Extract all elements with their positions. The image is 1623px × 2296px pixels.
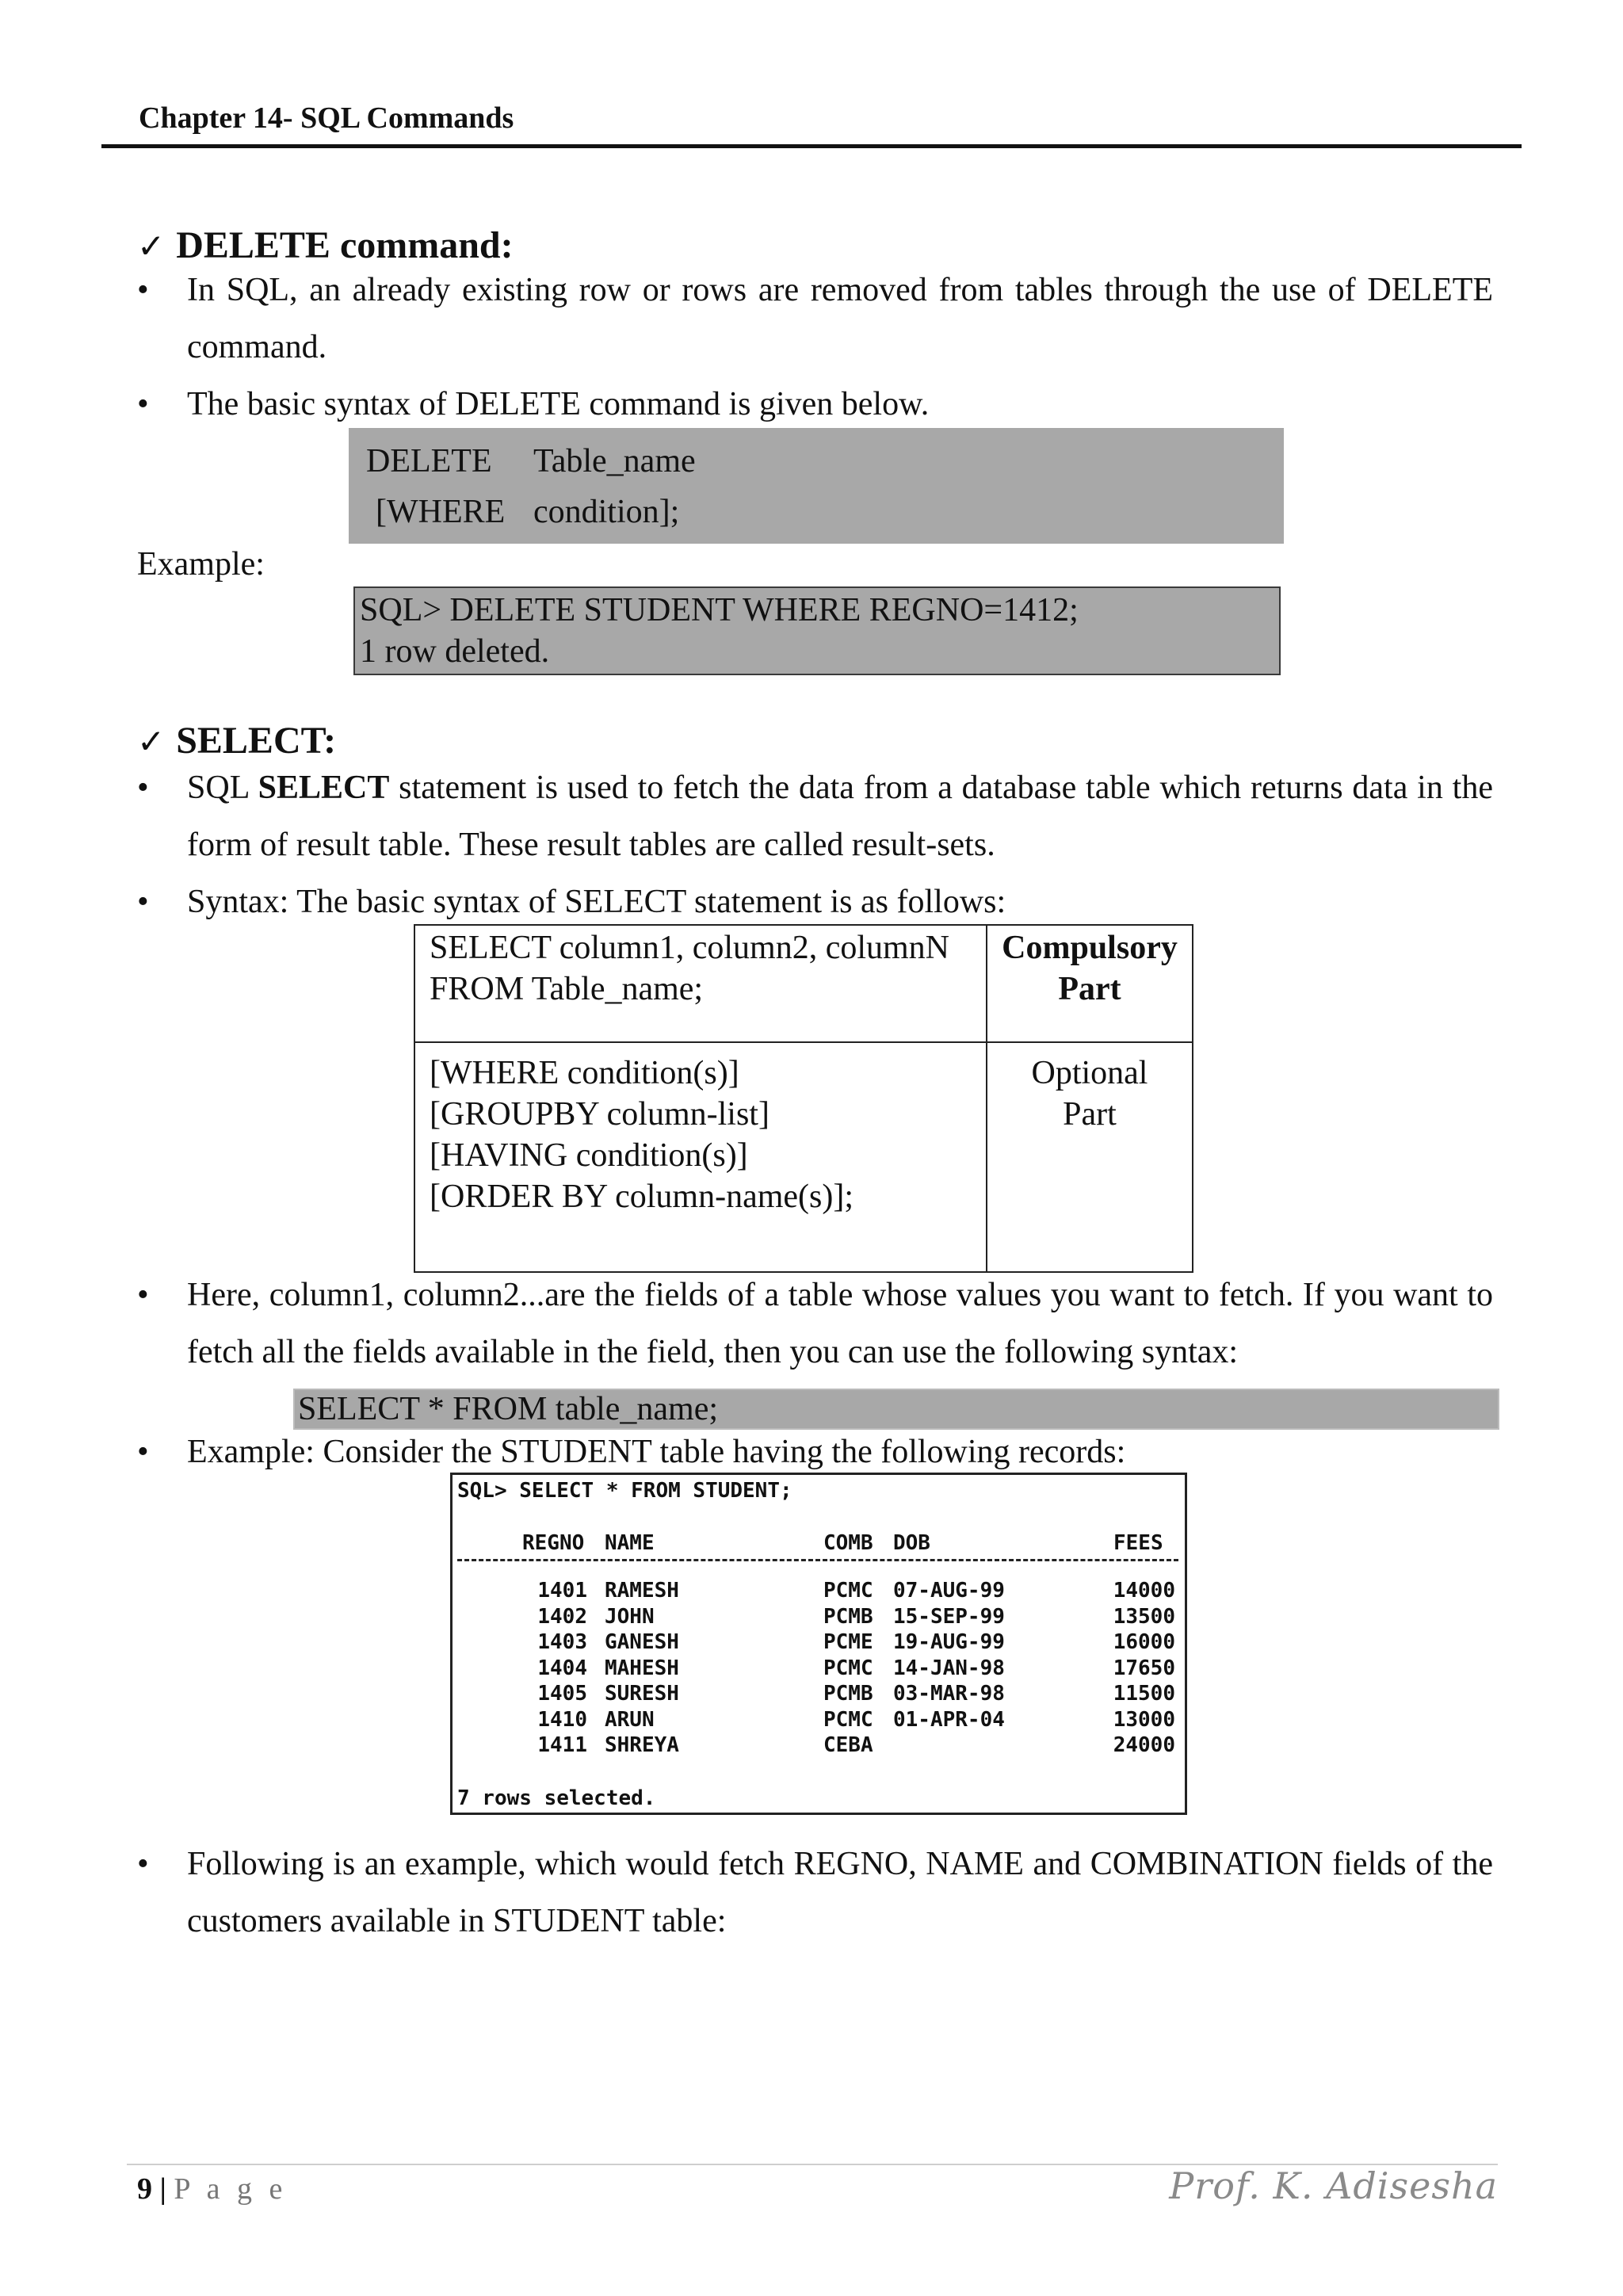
syntax-keyword: DELETE [366, 443, 492, 479]
console-header-fees: FEES [1113, 1531, 1163, 1555]
syntax-keyword: [WHERE [376, 494, 506, 530]
select-heading-text: SELECT: [176, 720, 337, 762]
select-bullet-5: Following is an example, which would fetch REGNO, NAME and COMBINATION fields of the customers available in STUDENT table: [187, 1846, 1493, 1939]
compulsory-syntax-cell [414, 925, 987, 1042]
select-bullet-2: Syntax: The basic syntax of SELECT statement is as follows: [187, 884, 1006, 920]
select-all-text: SELECT * FROM table_name; [298, 1391, 719, 1427]
label-line: Part [1058, 971, 1121, 1007]
optional-syntax-cell [414, 1042, 987, 1272]
bullet-dot: • [137, 1434, 149, 1470]
console-cell-comb: PCMB [823, 1682, 873, 1706]
console-cell-comb: PCMC [823, 1707, 873, 1732]
compulsory-label-cell [987, 925, 1193, 1042]
delete-heading-text: DELETE command: [176, 224, 514, 266]
bullet-dot: • [137, 272, 149, 308]
example-result: 1 row deleted. [360, 633, 550, 670]
syntax-line: [ORDER BY column-name(s)]; [430, 1179, 854, 1215]
author-signature: Prof. K. Adisesha [1169, 2164, 1498, 2207]
console-cell-comb: PCMB [823, 1604, 873, 1629]
bullet-dot: • [137, 884, 149, 920]
console-cell-fees: 17650 [1113, 1656, 1175, 1680]
table-row [414, 925, 1193, 1042]
optional-label-cell [987, 1042, 1193, 1272]
console-cell-fees: 13000 [1113, 1707, 1175, 1732]
console-cell-name: GANESH [605, 1630, 679, 1654]
page-number: 9 [137, 2172, 152, 2206]
console-cell-name: SURESH [605, 1682, 679, 1706]
select-bullet-4: Example: Consider the STUDENT table having the following records: [187, 1434, 1126, 1470]
page-footer [137, 2170, 287, 2208]
syntax-line: [WHERE condition(s)] [430, 1055, 739, 1091]
chapter-title: Chapter 14- SQL Commands [139, 101, 514, 135]
label-line: Part [1063, 1096, 1117, 1133]
console-cell-name: RAMESH [605, 1579, 679, 1603]
console-cell-name: ARUN [605, 1707, 655, 1732]
console-cell-fees: 14000 [1113, 1579, 1175, 1603]
select-syntax-table [414, 924, 1193, 1273]
console-cell-regno: 1403 [537, 1630, 587, 1654]
console-cell-dob: 15-SEP-99 [893, 1604, 1005, 1629]
checkmark-icon: ✓ [137, 722, 166, 761]
table-row [414, 1042, 1193, 1272]
delete-example-box [353, 586, 1281, 675]
console-cell-regno: 1402 [537, 1604, 587, 1629]
select-bullet-3: Here, column1, column2...are the fields of a table whose values you want to fetch. If you want to fetch all the fields available in the field, then you can use the following syntax: [187, 1277, 1493, 1370]
console-cell-dob: 07-AUG-99 [893, 1579, 1005, 1603]
sql-console-output [450, 1473, 1187, 1815]
delete-bullet-2: The basic syntax of DELETE command is given below. [187, 386, 930, 422]
syntax-argument: Table_name [533, 443, 696, 479]
select-bullet-1 [187, 759, 1493, 873]
delete-bullet-1: In SQL, an already existing row or rows are removed from tables through the use of DELETE command. [187, 272, 1493, 365]
console-cell-regno: 1410 [537, 1707, 587, 1732]
delete-syntax-box [349, 428, 1284, 544]
checkmark-icon: ✓ [137, 227, 166, 266]
select-bullet-1-pre: SQL [187, 770, 258, 806]
label-line: Optional [1031, 1055, 1148, 1091]
console-cell-comb: PCME [823, 1630, 873, 1654]
select-heading [137, 717, 336, 766]
bullet-dot: • [137, 1277, 149, 1313]
console-cell-name: MAHESH [605, 1656, 679, 1680]
console-cell-dob: 19-AUG-99 [893, 1630, 1005, 1654]
console-footer: 7 rows selected. [457, 1786, 656, 1810]
example-label: Example: [137, 546, 265, 583]
console-cell-comb: PCMC [823, 1656, 873, 1680]
header-rule [101, 144, 1522, 148]
console-cell-fees: 11500 [1113, 1682, 1175, 1706]
page-word: P a g e [174, 2172, 288, 2206]
syntax-line: [HAVING condition(s)] [430, 1137, 748, 1174]
select-keyword: SELECT [258, 770, 390, 806]
console-command: SQL> SELECT * FROM STUDENT; [457, 1479, 792, 1503]
select-all-box [293, 1389, 1499, 1430]
bullet-dot: • [137, 770, 149, 806]
syntax-line: FROM Table_name; [430, 971, 704, 1007]
console-header-dob: DOB [893, 1531, 930, 1555]
syntax-argument: condition]; [533, 494, 680, 530]
console-cell-regno: 1411 [537, 1733, 587, 1757]
console-cell-fees: 24000 [1113, 1733, 1175, 1757]
bullet-dot: • [137, 1846, 149, 1882]
console-header-regno: REGNO [522, 1531, 585, 1555]
select-bullet-1-post: statement is used to fetch the data from a database table which returns data in the form of result table. These result tables are called result-sets. [187, 770, 1493, 863]
console-cell-comb: PCMC [823, 1579, 873, 1603]
console-cell-dob: 14-JAN-98 [893, 1656, 1005, 1680]
console-cell-name: JOHN [605, 1604, 655, 1629]
console-cell-regno: 1404 [537, 1656, 587, 1680]
console-cell-dob: 03-MAR-98 [893, 1682, 1005, 1706]
console-cell-fees: 13500 [1113, 1604, 1175, 1629]
console-divider [457, 1559, 1178, 1561]
console-cell-regno: 1405 [537, 1682, 587, 1706]
console-header-name: NAME [605, 1531, 655, 1555]
page-separator: | [159, 2172, 166, 2206]
console-cell-name: SHREYA [605, 1733, 679, 1757]
example-command: SQL> DELETE STUDENT WHERE REGNO=1412; [360, 592, 1079, 628]
bullet-dot: • [137, 386, 149, 422]
syntax-line: SELECT column1, column2, columnN [430, 930, 950, 966]
console-cell-fees: 16000 [1113, 1630, 1175, 1654]
label-line: Compulsory [1002, 930, 1178, 966]
console-cell-comb: CEBA [823, 1733, 873, 1757]
console-cell-dob: 01-APR-04 [893, 1707, 1005, 1732]
console-header-comb: COMB [823, 1531, 873, 1555]
syntax-line: [GROUPBY column-list] [430, 1096, 769, 1133]
console-cell-regno: 1401 [537, 1579, 587, 1603]
